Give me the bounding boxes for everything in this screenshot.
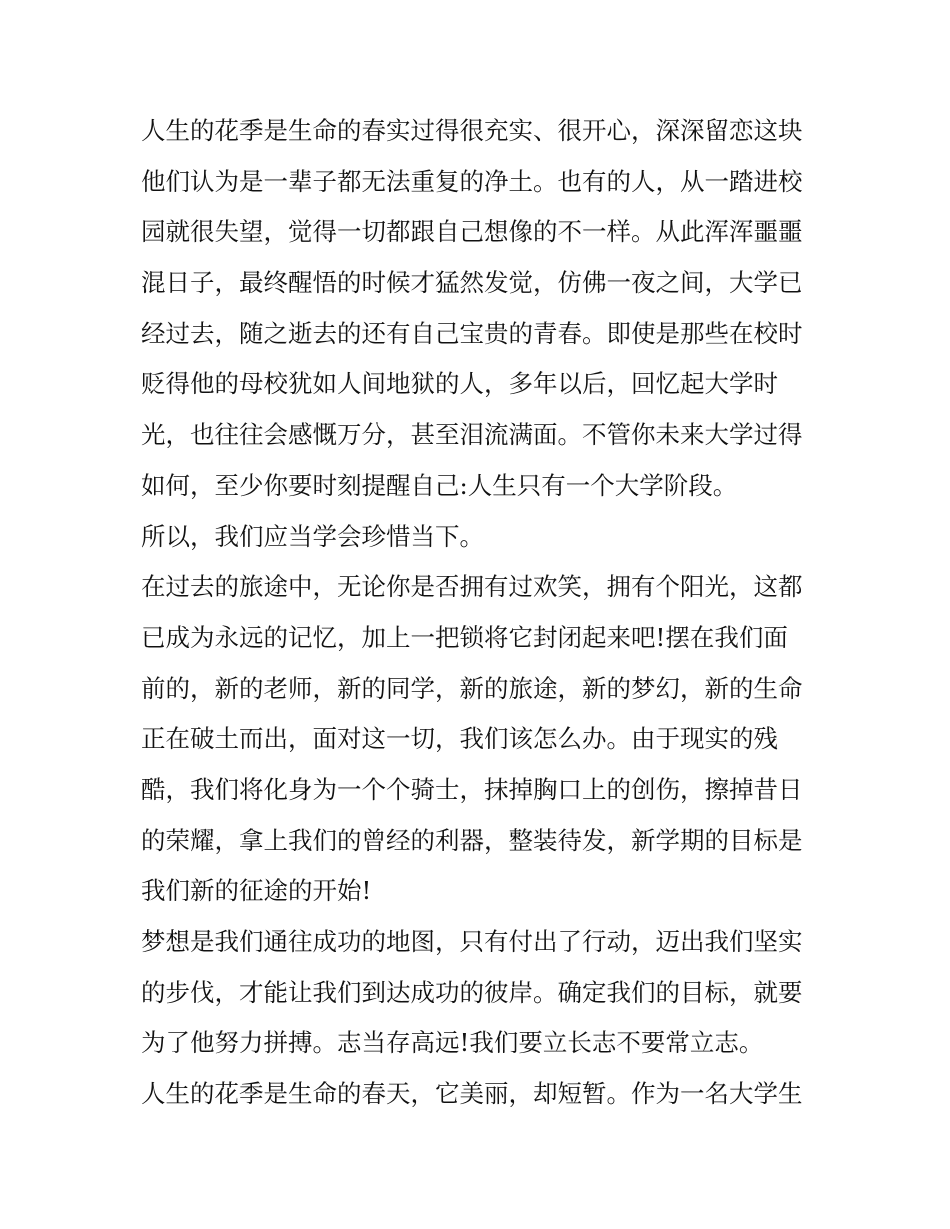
text-line: 我们新的征途的开始! [141, 876, 372, 906]
text-line: 经过去，随之逝去的还有自己宝贵的青春。即使是那些在校时 [141, 318, 803, 348]
text-line: 已成为永远的记忆，加上一把锁将它封闭起来吧!摆在我们面 [141, 622, 788, 652]
text-line: 前的，新的老师，新的同学，新的旅途，新的梦幻，新的生命 [141, 673, 803, 703]
text-line: 所以，我们应当学会珍惜当下。 [141, 521, 484, 551]
text-line: 的步伐，才能让我们到达成功的彼岸。确定我们的目标，就要 [141, 977, 803, 1007]
text-line: 正在破土而出，面对这一切，我们该怎么办。由于现实的残 [141, 724, 778, 754]
text-line: 园就很失望，觉得一切都跟自己想像的不一样。从此浑浑噩噩 [141, 217, 803, 247]
text-line: 的荣耀，拿上我们的曾经的利器，整装待发，新学期的目标是 [141, 825, 803, 855]
text-line: 人生的花季是生命的春天，它美丽，却短暂。作为一名大学生 [141, 1079, 803, 1109]
document-body [141, 106, 821, 1120]
text-line: 贬得他的母校犹如人间地狱的人，多年以后，回忆起大学时 [141, 369, 778, 399]
text-line: 光，也往往会感慨万分，甚至泪流满面。不管你未来大学过得 [141, 420, 803, 450]
text-line: 他们认为是一辈子都无法重复的净土。也有的人，从一踏进校 [141, 166, 803, 196]
text-line: 人生的花季是生命的春实过得很充实、很开心，深深留恋这块 [141, 116, 803, 145]
text-line: 酷，我们将化身为一个个骑士，抹掉胸口上的创伤，擦掉昔日 [141, 774, 803, 804]
text-line: 在过去的旅途中，无论你是否拥有过欢笑，拥有个阳光，这都 [141, 572, 803, 602]
text-line: 梦想是我们通往成功的地图，只有付出了行动，迈出我们坚实 [141, 927, 803, 956]
text-line: 混日子，最终醒悟的时候才猛然发觉，仿佛一夜之间，大学已 [141, 268, 803, 298]
text-line: 如何，至少你要时刻提醒自己:人生只有一个大学阶段。 [141, 470, 738, 500]
text-line: 为了他努力拼搏。志当存高远!我们要立长志不要常立志。 [141, 1028, 764, 1058]
